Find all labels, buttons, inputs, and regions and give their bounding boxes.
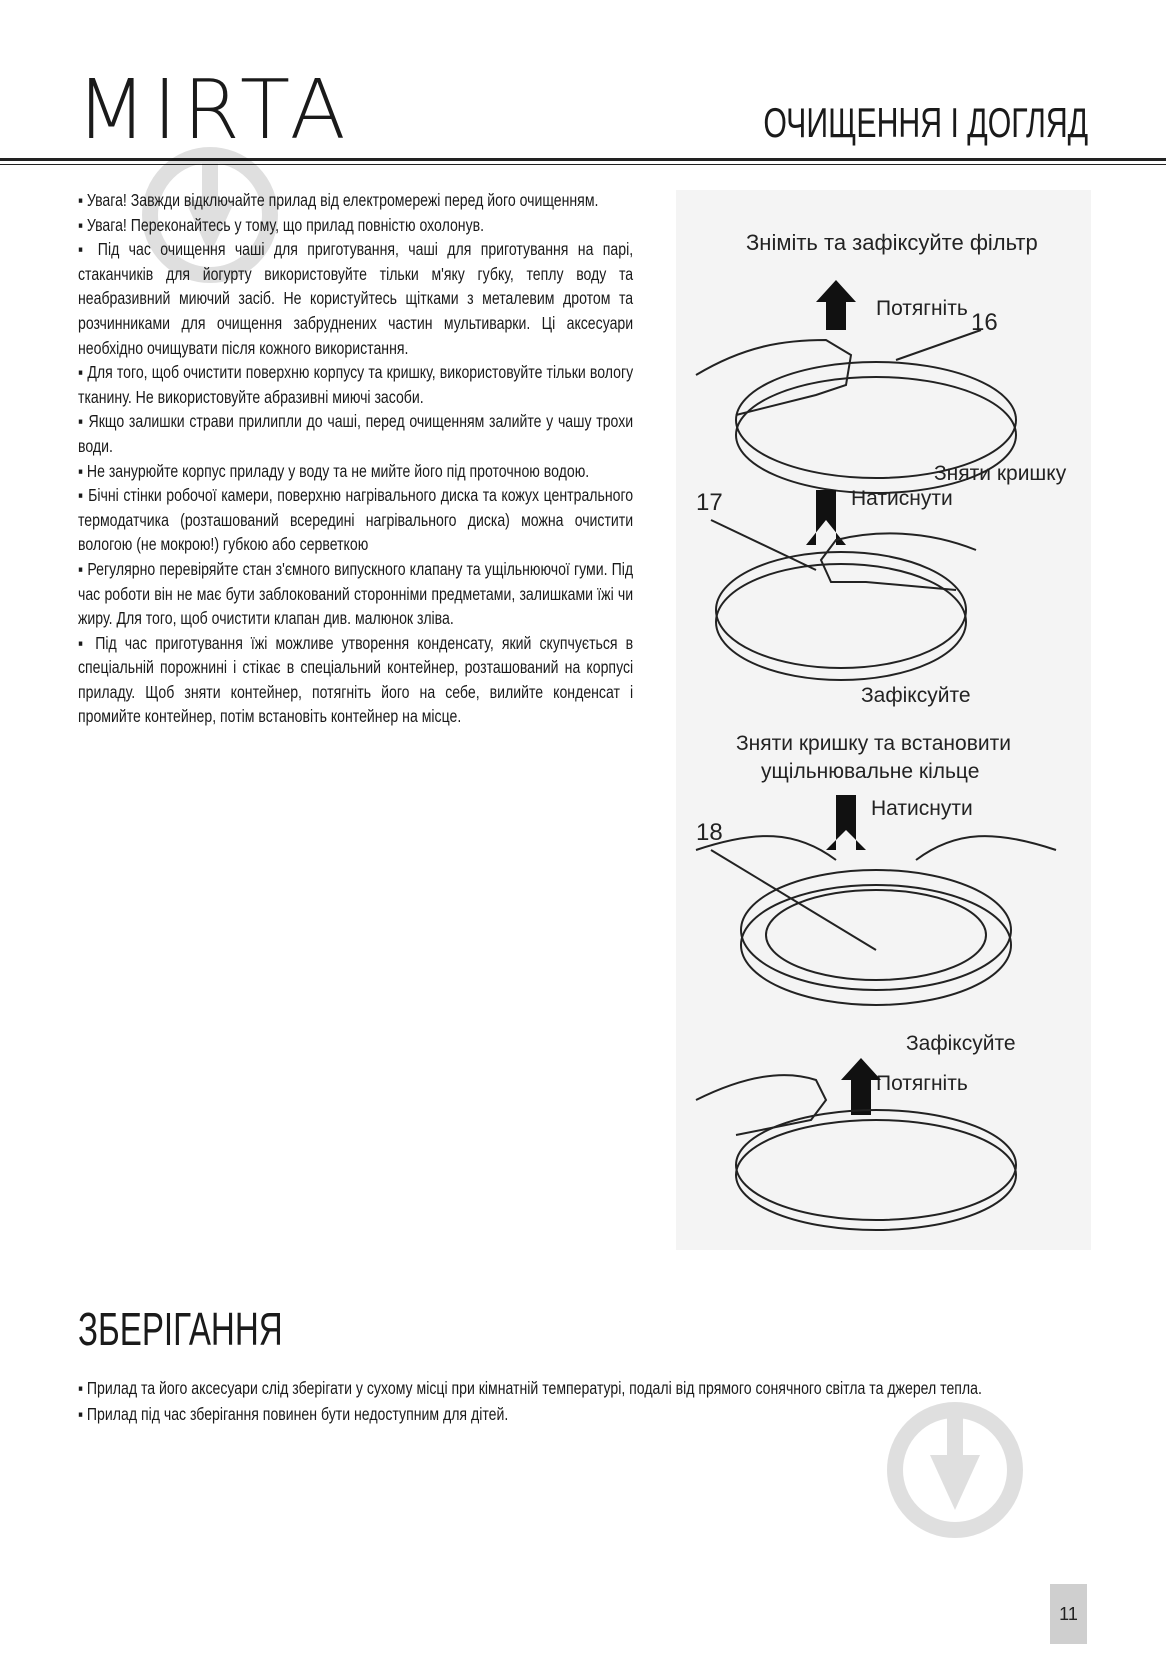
instruction-paragraph: ▪ Під час очищення чаші для приготування, чаші для приготування на парі, стаканчиків для йогурту використовуйте тільки м'яку губку, теплу воду та неабразивний миючий засіб. Не користуйтесь щітками з металевим дротом та розчинниками для очищення забруднених частин мультиварки. Ці аксесуари необхідно очищувати після кожного використання. bbox=[78, 239, 634, 358]
label-press: Натиснути bbox=[851, 487, 953, 510]
lid-ring bbox=[716, 552, 966, 668]
sealing-ring-edge bbox=[741, 885, 1011, 1005]
storage-title: ЗБЕРІГАННЯ bbox=[78, 1303, 283, 1355]
arrow-down-icon bbox=[806, 490, 846, 545]
label-remove-filter: Зніміть та зафіксуйте фільтр bbox=[746, 230, 1038, 255]
sealing-ring bbox=[741, 870, 1011, 990]
storage-instructions bbox=[78, 1375, 1062, 1427]
instruction-paragraph: ▪ Якщо залишки страви прилипли до чаші, перед очищенням залийте у чашу трохи води. bbox=[78, 411, 634, 456]
instruction-paragraph: ▪ Увага! Завжди відключайте прилад від електромережі перед його очищенням. bbox=[78, 190, 599, 210]
label-install-ring-2: ущільнювальне кільце bbox=[761, 760, 980, 783]
pointer-line bbox=[711, 850, 876, 950]
part-number-18: 18 bbox=[696, 819, 723, 846]
part-number-17: 17 bbox=[696, 489, 723, 516]
storage-item: ▪ Прилад та його аксесуари слід зберігати у сухому місці при кімнатній температурі, подалі від прямого сонячного світла та джерел тепла. bbox=[78, 1378, 982, 1398]
page-number-label: 11 bbox=[1059, 1603, 1078, 1624]
filter-ring bbox=[736, 362, 1016, 478]
label-fix: Зафіксуйте bbox=[906, 1032, 1016, 1055]
arrow-up-icon bbox=[841, 1058, 881, 1115]
pointer-line bbox=[711, 520, 816, 570]
section-title: ОЧИЩЕННЯ І ДОГЛЯД bbox=[763, 99, 1088, 146]
lid-ring-edge bbox=[736, 1120, 1016, 1230]
instruction-paragraph: ▪ Регулярно перевіряйте стан з'ємного випускного клапану та ущільнюючої гуми. Під час роботи він не має бути заблокований сторонніми предметами, залишками їжі чи жиру. Для того, щоб очистити клапан див. малюнок зліва. bbox=[78, 558, 634, 629]
instruction-paragraph: ▪ Під час приготування їжі можливе утворення конденсату, який скупчується в спеціальній порожнині і стікає в спеціальний контейнер, розташований на корпусі приладу. Щоб зняти контейнер, потягніть його на себе, вилийте конденсат і промийте контейнер, потім встановіть контейнер на місце. bbox=[78, 632, 634, 727]
hand-icon bbox=[696, 340, 851, 415]
hand-icon bbox=[696, 836, 1056, 860]
label-pull: Потягніть bbox=[876, 297, 968, 320]
label-remove-lid: Зняти кришку bbox=[934, 462, 1067, 485]
brand-logo: MIRTA bbox=[76, 63, 352, 158]
part-number-16: 16 bbox=[971, 309, 998, 336]
arrow-up-icon bbox=[816, 280, 856, 330]
page-number bbox=[1050, 1584, 1087, 1644]
pointer-line bbox=[896, 330, 981, 360]
arrow-down-icon bbox=[826, 795, 866, 850]
hand-icon bbox=[821, 533, 976, 590]
storage-item: ▪ Прилад під час зберігання повинен бути недоступним для дітей. bbox=[78, 1404, 509, 1424]
cleaning-instructions bbox=[78, 188, 633, 729]
label-pull: Потягніть bbox=[876, 1072, 968, 1095]
label-press: Натиснути bbox=[871, 797, 973, 820]
label-fix: Зафіксуйте bbox=[861, 684, 971, 707]
instruction-paragraph: ▪ Бічні стінки робочої камери, поверхню нагрівального диска та кожух центрального термодатчика (розташований всередині нагрівального диска) можна очистити вологою (не мокрою!) губкою або серветкою bbox=[78, 485, 634, 555]
instruction-paragraph: ▪ Увага! Переконайтесь у тому, що прилад повністю охолонув. bbox=[78, 214, 485, 235]
hand-icon bbox=[696, 1075, 826, 1135]
label-install-ring-1: Зняти кришку та встановити bbox=[736, 732, 1011, 755]
instruction-paragraph: ▪ Не занурюйте корпус приладу у воду та не мийте його під проточною водою. bbox=[78, 460, 590, 481]
valve-cleaning-illustration bbox=[676, 190, 1091, 1250]
instruction-paragraph: ▪ Для того, щоб очистити поверхню корпусу та кришку, використовуйте тільки вологу тканину. Не використовуйте абразивні миючі засоби. bbox=[78, 362, 634, 407]
